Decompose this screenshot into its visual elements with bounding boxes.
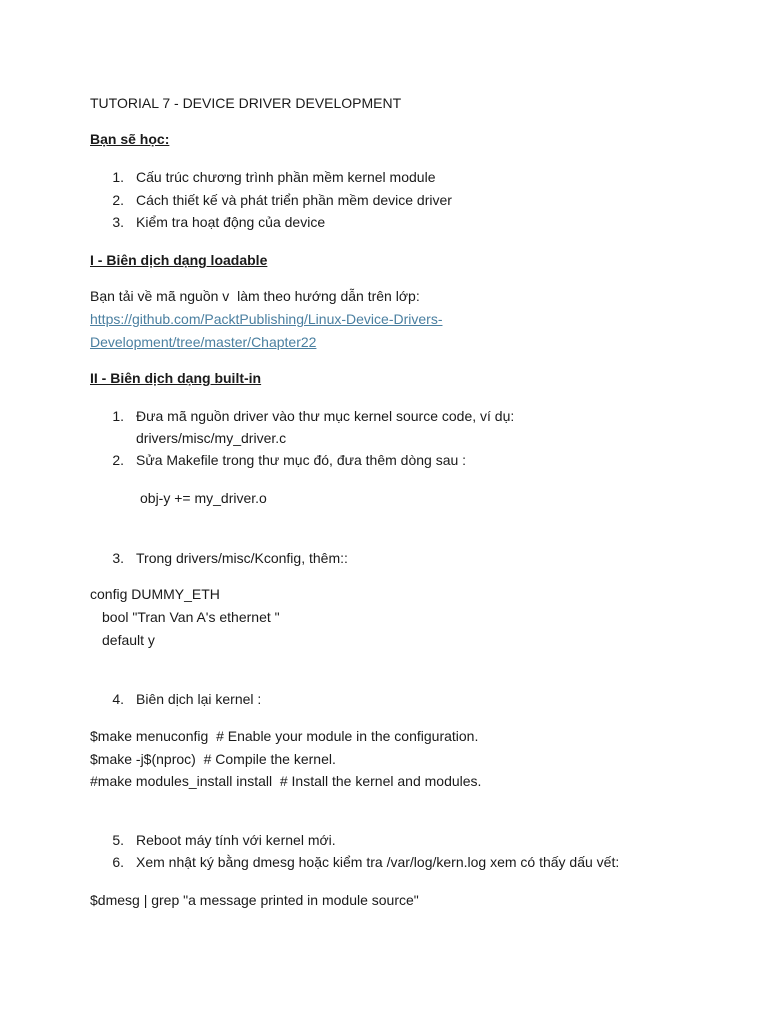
list-item-text: Reboot máy tính với kernel mới. (136, 832, 336, 848)
list-item-text-continued: drivers/misc/my_driver.c (136, 430, 287, 446)
list-item-number: 3. (112, 550, 124, 566)
section-intro: Bạn tải về mã nguồn v làm theo hướng dẫn trên lớp: (90, 288, 420, 304)
document-title: TUTORIAL 7 - DEVICE DRIVER DEVELOPMENT (90, 95, 402, 111)
list-item-number: 5. (112, 832, 124, 848)
list-item-text: Sửa Makefile trong thư mục đó, đưa thêm dòng sau : (136, 452, 467, 468)
learn-heading: Bạn sẽ học: (90, 131, 170, 147)
makefile-code-line: obj-y += my_driver.o (140, 490, 267, 506)
list-item-text: Biên dịch lại kernel : (136, 691, 262, 707)
list-item-number: 2. (112, 192, 124, 208)
kconfig-code-line: bool "Tran Van A's ethernet " (102, 609, 280, 625)
github-link-line2[interactable]: Development/tree/master/Chapter22 (90, 334, 317, 350)
section-heading-builtin: II - Biên dịch dạng built-in (90, 370, 262, 386)
list-item-number: 1. (112, 408, 124, 424)
list-item-text: Cấu trúc chương trình phần mềm kernel module (136, 169, 436, 185)
kconfig-code-line: default y (102, 632, 155, 648)
list-item-text: Kiểm tra hoạt động của device (136, 214, 326, 230)
list-item-text: Cách thiết kế và phát triển phần mềm device driver (136, 192, 452, 208)
github-link-line1[interactable]: https://github.com/PacktPublishing/Linux-Device-Drivers- (90, 311, 443, 327)
list-item-text: Trong drivers/misc/Kconfig, thêm:: (136, 550, 348, 566)
list-item-text: Xem nhật ký bằng dmesg hoặc kiểm tra /var/log/kern.log xem có thấy dấu vết: (136, 854, 620, 870)
kconfig-code-line: config DUMMY_ETH (90, 586, 220, 602)
shell-command-line: #make modules_install install # Install the kernel and modules. (90, 773, 482, 789)
list-item-number: 4. (112, 691, 124, 707)
list-item-number: 6. (112, 854, 124, 870)
dmesg-command-line: $dmesg | grep "a message printed in module source" (90, 892, 419, 908)
shell-command-line: $make -j$(nproc) # Compile the kernel. (90, 751, 336, 767)
section-heading-loadable: I - Biên dịch dạng loadable (90, 252, 268, 268)
list-item-number: 3. (112, 214, 124, 230)
list-item-number: 2. (112, 452, 124, 468)
list-item-text: Đưa mã nguồn driver vào thư mục kernel source code, ví dụ: (136, 408, 515, 424)
list-item-number: 1. (112, 169, 124, 185)
shell-command-line: $make menuconfig # Enable your module in the configuration. (90, 728, 479, 744)
